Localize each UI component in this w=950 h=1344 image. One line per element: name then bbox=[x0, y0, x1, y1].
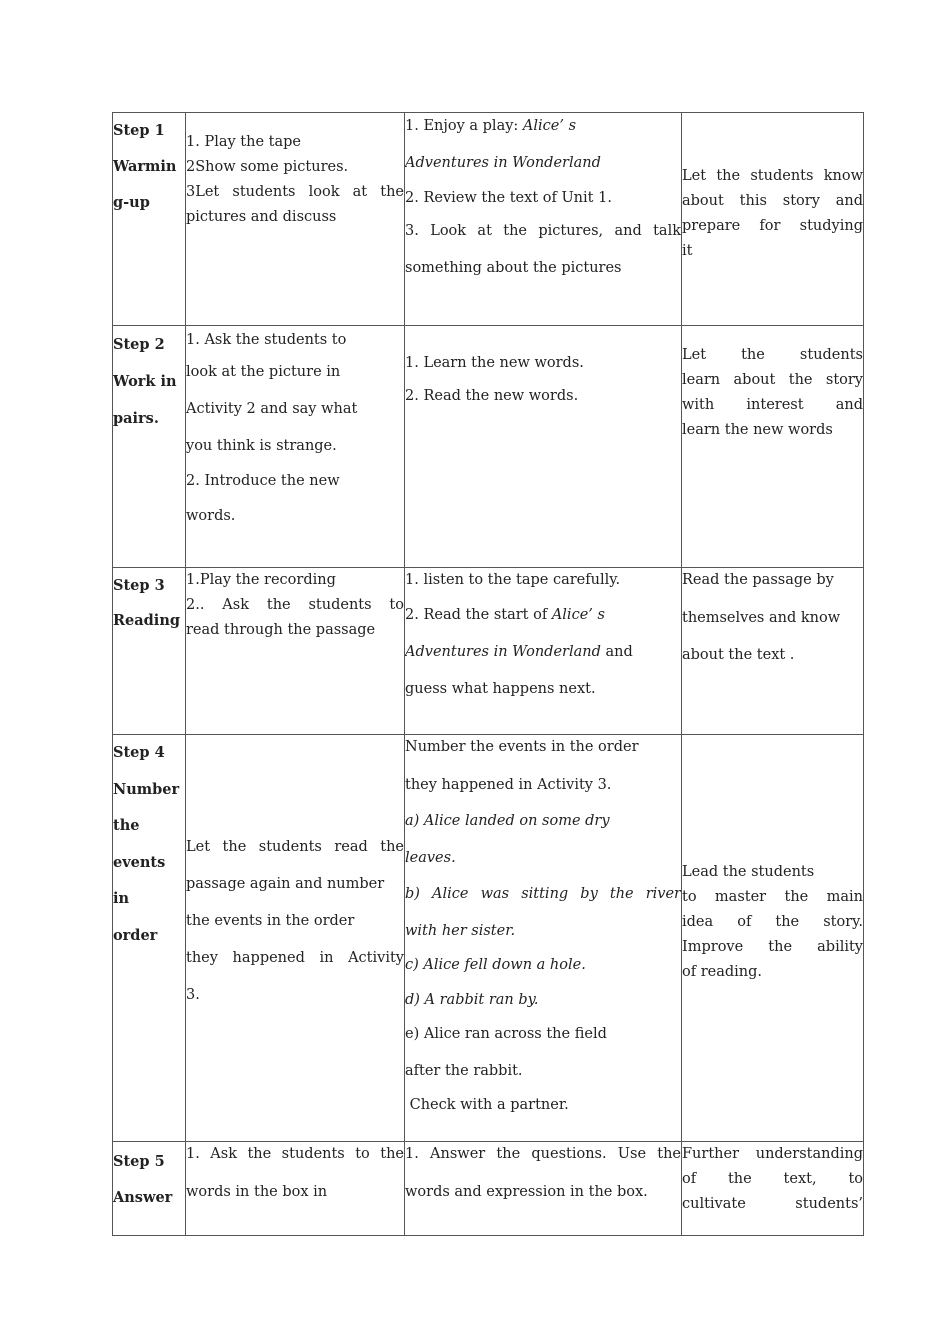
event-line: e) Alice ran across the field bbox=[405, 1026, 607, 1042]
teacher-line: Activity 2 and say what bbox=[186, 401, 358, 417]
purpose-line: it bbox=[682, 243, 693, 259]
purpose-line: learn the new words bbox=[682, 422, 833, 438]
step-label: g-up bbox=[113, 194, 150, 211]
step-label: Step 2 bbox=[113, 336, 165, 353]
event-line: Check with a partner. bbox=[405, 1097, 569, 1113]
step-label: Work in bbox=[113, 373, 177, 390]
teacher-line: 1.Play the recording bbox=[186, 572, 336, 588]
teacher-line: Let the students read the bbox=[186, 839, 404, 855]
student-line: 2. Read the start of bbox=[405, 607, 552, 623]
purpose-line: Further understanding bbox=[682, 1146, 863, 1162]
purpose-line: cultivate students’ bbox=[682, 1196, 863, 1212]
step-label: the bbox=[113, 817, 140, 834]
purpose-line: idea of the story. bbox=[682, 914, 863, 930]
student-line-italic: Alice’ s bbox=[551, 607, 605, 623]
purpose-line: Improve the ability bbox=[682, 939, 863, 955]
teacher-line: look at the picture in bbox=[186, 364, 341, 380]
teacher-line: 3Let students look at the bbox=[186, 184, 404, 200]
student-line-italic: Alice’ s bbox=[522, 118, 577, 134]
purpose-line: Let the students bbox=[682, 347, 863, 363]
event-line-italic: a) Alice landed on some dry bbox=[405, 813, 610, 829]
teacher-activity-cell bbox=[186, 735, 405, 1142]
purpose-cell bbox=[682, 326, 864, 568]
teacher-line: 1. Play the tape bbox=[186, 134, 301, 150]
teacher-line: 1. Ask the students to bbox=[186, 332, 347, 348]
step-label: Step 5 bbox=[113, 1153, 165, 1170]
table-row bbox=[113, 568, 864, 735]
teacher-line: 2Show some pictures. bbox=[186, 159, 349, 175]
teacher-line: 2.. Ask the students to bbox=[186, 597, 404, 613]
event-line-italic: with her sister. bbox=[405, 923, 516, 939]
event-line-italic: b) Alice was sitting by the river bbox=[405, 886, 681, 902]
step-label: Number bbox=[113, 780, 180, 798]
student-line: 1. listen to the tape carefully. bbox=[405, 572, 621, 588]
step-cell bbox=[113, 113, 186, 326]
purpose-cell bbox=[682, 735, 864, 1142]
purpose-line: themselves and know bbox=[682, 610, 841, 626]
event-line: after the rabbit. bbox=[405, 1063, 523, 1079]
purpose-line: Read the passage by bbox=[682, 572, 834, 588]
teacher-line: they happened in Activity bbox=[186, 950, 404, 966]
purpose-line: to master the main bbox=[682, 889, 863, 905]
table-row bbox=[113, 326, 864, 568]
lesson-plan-table bbox=[112, 112, 864, 1236]
step-cell bbox=[113, 1142, 186, 1236]
teacher-activity-cell bbox=[186, 568, 405, 735]
student-line-italic: Adventures in Wonderland bbox=[405, 155, 601, 171]
step-label: pairs. bbox=[113, 410, 159, 427]
student-line: words and expression in the box. bbox=[405, 1184, 648, 1200]
purpose-cell bbox=[682, 1142, 864, 1236]
teacher-line: 3. bbox=[186, 987, 200, 1003]
purpose-line: of the text, to bbox=[682, 1171, 863, 1187]
table-row bbox=[113, 113, 864, 326]
step-label: Step 1 bbox=[113, 122, 165, 139]
student-line: 2. Review the text of Unit 1. bbox=[405, 190, 612, 206]
table-row bbox=[113, 735, 864, 1142]
step-label: Reading bbox=[113, 612, 180, 629]
student-line: 2. Read the new words. bbox=[405, 388, 579, 404]
student-line: 3. Look at the pictures, and talk bbox=[405, 223, 681, 239]
purpose-line: of reading. bbox=[682, 964, 763, 980]
teacher-line: words. bbox=[186, 508, 236, 524]
teacher-line: you think is strange. bbox=[186, 438, 337, 454]
student-line-italic: Adventures in Wonderland bbox=[405, 644, 601, 660]
teacher-line: pictures and discuss bbox=[186, 209, 337, 225]
purpose-line: learn about the story bbox=[682, 372, 863, 388]
student-activity-cell bbox=[405, 735, 682, 1142]
teacher-line: 2. Introduce the new bbox=[186, 473, 340, 489]
step-cell bbox=[113, 568, 186, 735]
step-label: Step 4 bbox=[113, 744, 165, 761]
teacher-line: the events in the order bbox=[186, 913, 355, 929]
student-line: 1. Answer the questions. Use the bbox=[405, 1146, 681, 1162]
purpose-line: with interest and bbox=[682, 397, 863, 413]
teacher-line: words in the box in bbox=[186, 1184, 328, 1200]
purpose-line: Lead the students bbox=[682, 864, 815, 880]
purpose-cell bbox=[682, 113, 864, 326]
step-cell bbox=[113, 326, 186, 568]
event-line-italic: leaves. bbox=[405, 850, 456, 866]
teacher-activity-cell bbox=[186, 1142, 405, 1236]
teacher-activity-cell bbox=[186, 326, 405, 568]
student-activity-cell bbox=[405, 1142, 682, 1236]
teacher-line: 1. Ask the students to the bbox=[186, 1146, 404, 1162]
purpose-cell bbox=[682, 568, 864, 735]
teacher-activity-cell bbox=[186, 113, 405, 326]
step-label: Warmin bbox=[113, 158, 177, 175]
student-line: guess what happens next. bbox=[405, 681, 596, 697]
table-row bbox=[113, 1142, 864, 1236]
student-line: something about the pictures bbox=[405, 260, 622, 276]
purpose-line: about the text . bbox=[682, 647, 795, 663]
student-line: and bbox=[600, 644, 633, 660]
step-label: events in bbox=[113, 853, 166, 907]
step-label: order bbox=[113, 926, 158, 944]
student-line: 1. Enjoy a play: bbox=[405, 118, 523, 134]
step-label: Step 3 bbox=[113, 577, 165, 594]
student-line: Number the events in the order bbox=[405, 739, 639, 755]
purpose-line: prepare for studying bbox=[682, 218, 863, 234]
student-line: 1. Learn the new words. bbox=[405, 355, 584, 371]
teacher-line: read through the passage bbox=[186, 622, 376, 638]
teacher-line: passage again and number bbox=[186, 876, 385, 892]
purpose-line: about this story and bbox=[682, 193, 863, 209]
student-line: they happened in Activity 3. bbox=[405, 777, 612, 793]
step-cell bbox=[113, 735, 186, 1142]
event-line-italic: c) Alice fell down a hole. bbox=[405, 957, 586, 973]
student-activity-cell bbox=[405, 326, 682, 568]
event-line-italic: d) A rabbit ran by. bbox=[405, 992, 539, 1008]
step-label: Answer bbox=[113, 1189, 173, 1206]
student-activity-cell bbox=[405, 113, 682, 326]
purpose-line: Let the students know bbox=[682, 168, 863, 184]
student-activity-cell bbox=[405, 568, 682, 735]
